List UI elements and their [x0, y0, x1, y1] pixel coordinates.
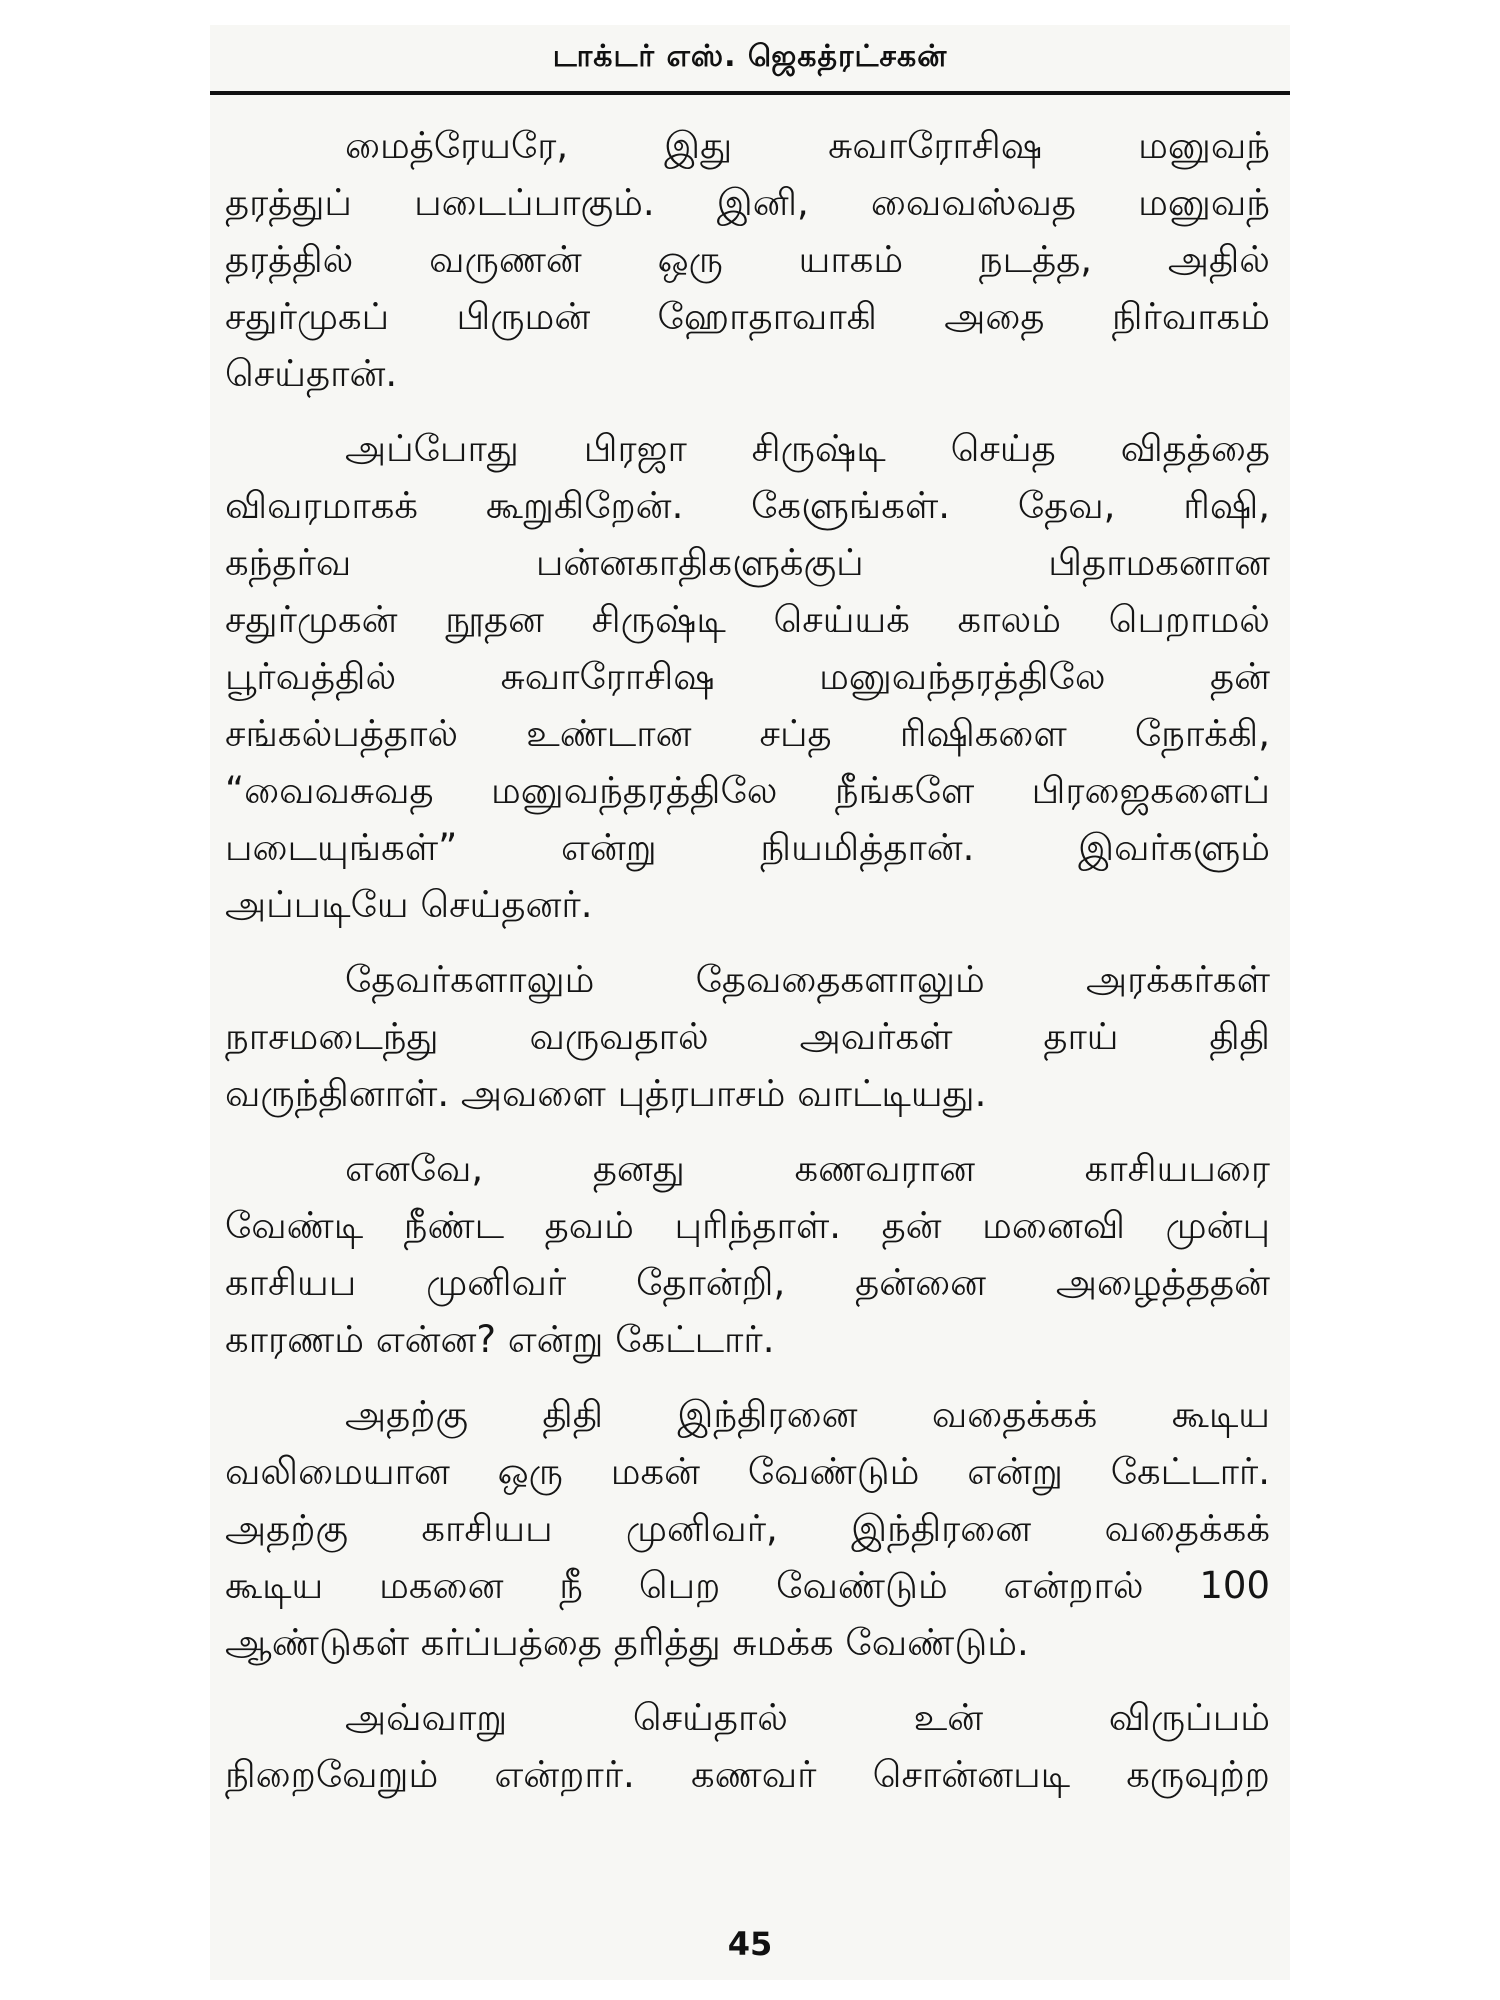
text-line: மைத்ரேயரே, இது சுவாரோசிஷ மனுவந் — [345, 124, 1270, 167]
paragraph-1 — [225, 117, 1270, 402]
text-line: அப்படியே செய்தனர். — [225, 883, 593, 926]
text-line: சதுர்முகன் நூதன சிருஷ்டி செய்யக் காலம் பெறாமல் — [225, 598, 1270, 641]
header-rule — [210, 91, 1290, 95]
paragraph-5 — [225, 1386, 1270, 1671]
text-line: விவரமாகக் கூறுகிறேன். கேளுங்கள். தேவ, ரிஷி, — [225, 484, 1270, 527]
page-number: 45 — [727, 1925, 773, 1963]
book-page — [210, 25, 1290, 1980]
running-header — [210, 25, 1290, 95]
text-line: எனவே, தனது கணவரான காசியபரை — [345, 1147, 1270, 1190]
text-line: அப்போது பிரஜா சிருஷ்டி செய்த விதத்தை — [345, 427, 1270, 470]
text-line: தரத்தில் வருணன் ஒரு யாகம் நடத்த, அதில் — [225, 238, 1270, 281]
text-line: சதுர்முகப் பிருமன் ஹோதாவாகி அதை நிர்வாகம் — [225, 295, 1270, 338]
text-line: காரணம் என்ன? என்று கேட்டார். — [225, 1318, 775, 1361]
text-line: தரத்துப் படைப்பாகும். இனி, வைவஸ்வத மனுவந் — [225, 181, 1270, 224]
text-line: கந்தர்வ பன்னகாதிகளுக்குப் பிதாமகனான — [225, 541, 1270, 584]
header-title: டாக்டர் எஸ். ஜெகத்ரட்சகன் — [552, 39, 948, 74]
text-line: “வைவசுவத மனுவந்தரத்திலே நீங்களே பிரஜைகளைப் — [225, 769, 1270, 812]
text-line: அவ்வாறு செய்தால் உன் விருப்பம் — [345, 1696, 1270, 1739]
text-line: தேவர்களாலும் தேவதைகளாலும் அரக்கர்கள் — [345, 958, 1270, 1001]
text-line: அதற்கு காசியப முனிவர், இந்திரனை வதைக்கக் — [225, 1507, 1270, 1550]
text-line: நாசமடைந்து வருவதால் அவர்கள் தாய் திதி — [225, 1015, 1270, 1058]
paragraph-2 — [225, 420, 1270, 933]
paragraph-6 — [225, 1689, 1270, 1803]
text-line: படையுங்கள்” என்று நியமித்தான். இவர்களும் — [225, 826, 1270, 869]
text-line: நிறைவேறும் என்றார். கணவர் சொன்னபடி கருவுற்ற — [225, 1753, 1270, 1796]
text-line: ஆண்டுகள் கர்ப்பத்தை தரித்து சுமக்க வேண்டும். — [225, 1621, 1029, 1664]
text-line: அதற்கு திதி இந்திரனை வதைக்கக் கூடிய — [345, 1393, 1270, 1436]
text-line: வருந்தினாள். அவளை புத்ரபாசம் வாட்டியது. — [225, 1072, 987, 1115]
paragraph-3 — [225, 951, 1270, 1122]
text-line: காசியப முனிவர் தோன்றி, தன்னை அழைத்ததன் — [225, 1261, 1270, 1304]
text-line: பூர்வத்தில் சுவாரோசிஷ மனுவந்தரத்திலே தன் — [225, 655, 1270, 698]
text-line: வேண்டி நீண்ட தவம் புரிந்தாள். தன் மனைவி முன்பு — [225, 1204, 1270, 1247]
text-line: வலிமையான ஒரு மகன் வேண்டும் என்று கேட்டார். — [225, 1450, 1270, 1493]
text-line: செய்தான். — [225, 352, 398, 395]
text-line: சங்கல்பத்தால் உண்டான சப்த ரிஷிகளை நோக்கி, — [225, 712, 1270, 755]
text-line: கூடிய மகனை நீ பெற வேண்டும் என்றால் 100 — [225, 1564, 1270, 1607]
page-body — [225, 117, 1270, 1821]
paragraph-4 — [225, 1140, 1270, 1368]
